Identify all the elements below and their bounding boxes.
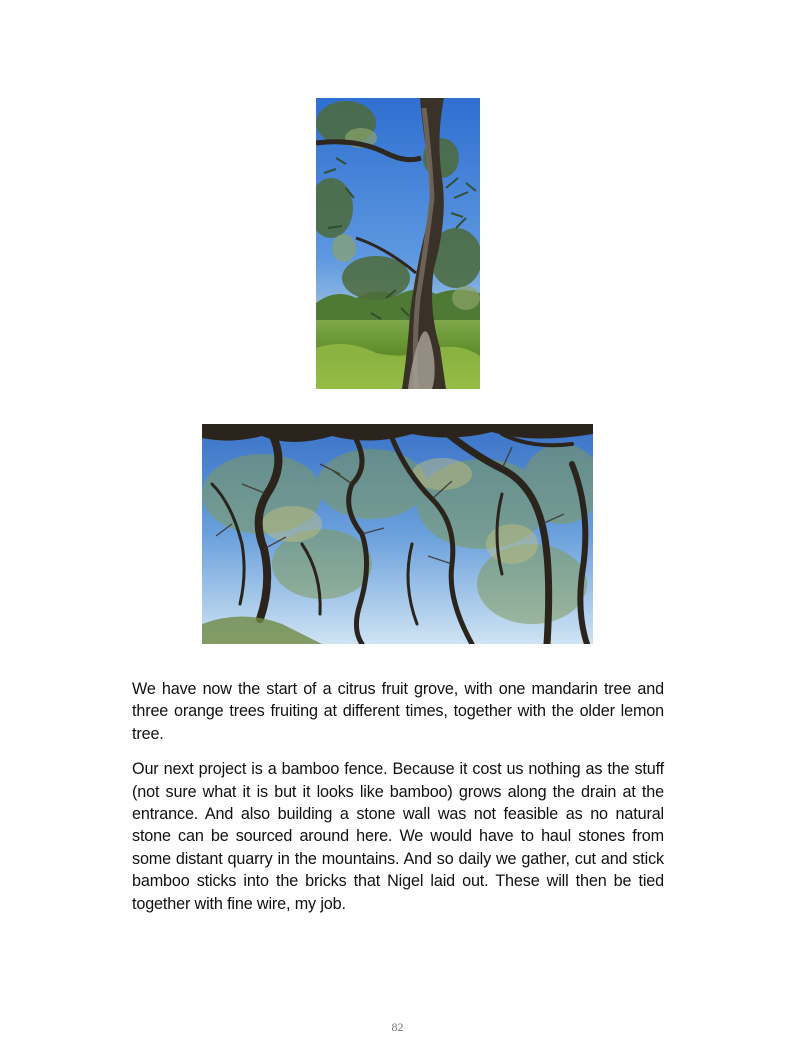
paragraph-bamboo-fence: Our next project is a bamboo fence. Because it cost us nothing as the stuff (not sure what it is but it looks like bamboo) grows along the drain at the entrance. And also building a stone wall was not feasible as no natural stone can be sourced around here. We would have to haul stones from some distant quarry in the mountains. And so daily we gather, cut and stick bamboo sticks into the bricks that Nigel laid out. These will then be tied together with fine wire, my job. <box>132 760 664 913</box>
olive-tree-trunk-photo <box>316 98 480 389</box>
olive-tree-canopy-photo <box>202 424 593 644</box>
olive-tree-trunk-image <box>316 98 480 389</box>
page-number: 82 <box>391 1020 404 1034</box>
paragraph-citrus-grove: We have now the start of a citrus fruit grove, with one mandarin tree and three orange trees fruiting at different times, together with the older lemon tree. <box>132 680 664 743</box>
olive-tree-canopy-image <box>202 424 593 644</box>
body-text <box>132 678 664 928</box>
